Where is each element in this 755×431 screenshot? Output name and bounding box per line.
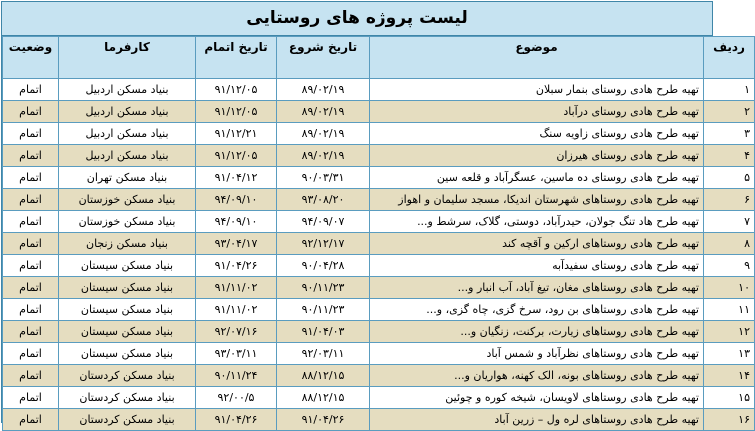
cell-status: اتمام	[3, 79, 59, 101]
cell-status: اتمام	[3, 101, 59, 123]
cell-end-date: ۹۳/۰۳/۱۱	[196, 343, 277, 365]
cell-subject: تهیه طرح هادی روستاهای نظرآباد و شمس آباد	[370, 343, 704, 365]
cell-employer: بنیاد مسکن سیستان	[59, 255, 196, 277]
cell-status: اتمام	[3, 167, 59, 189]
cell-status: اتمام	[3, 123, 59, 145]
table-row	[3, 189, 755, 211]
table-row	[3, 145, 755, 167]
cell-subject: تهیه طرح هادی روستاهای زیارت، برکنت، زنگیان و...	[370, 321, 704, 343]
cell-employer: بنیاد مسکن سیستان	[59, 321, 196, 343]
table-row	[3, 365, 755, 387]
cell-status: اتمام	[3, 343, 59, 365]
cell-row-number: ۱	[704, 79, 755, 101]
cell-employer: بنیاد مسکن زنجان	[59, 233, 196, 255]
cell-start-date: ۸۹/۰۲/۱۹	[277, 101, 370, 123]
cell-subject: تهیه طرح هادی روستاهای شهرستان اندیکا، مسجد سلیمان و اهواز	[370, 189, 704, 211]
cell-end-date: ۹۴/۰۹/۱۰	[196, 211, 277, 233]
cell-end-date: ۹۱/۰۴/۲۶	[196, 409, 277, 431]
cell-start-date: ۹۰/۱۱/۲۳	[277, 299, 370, 321]
cell-end-date: ۹۲/۰۰/۵	[196, 387, 277, 409]
cell-end-date: ۹۱/۱۲/۲۱	[196, 123, 277, 145]
header-end-date: تاریخ اتمام	[196, 37, 277, 79]
cell-row-number: ۱۱	[704, 299, 755, 321]
cell-end-date: ۹۲/۰۷/۱۶	[196, 321, 277, 343]
cell-employer: بنیاد مسکن سیستان	[59, 299, 196, 321]
table-row	[3, 101, 755, 123]
cell-start-date: ۸۹/۰۲/۱۹	[277, 145, 370, 167]
table-row	[3, 255, 755, 277]
cell-row-number: ۸	[704, 233, 755, 255]
table-header-row	[3, 37, 755, 79]
cell-start-date: ۸۸/۱۲/۱۵	[277, 387, 370, 409]
table-body	[3, 79, 755, 431]
cell-employer: بنیاد مسکن سیستان	[59, 343, 196, 365]
header-employer: کارفرما	[59, 37, 196, 79]
header-start-date: تاریخ شروع	[277, 37, 370, 79]
cell-end-date: ۹۱/۱۲/۰۵	[196, 145, 277, 167]
cell-end-date: ۹۱/۱۲/۰۵	[196, 101, 277, 123]
cell-end-date: ۹۰/۱۱/۲۴	[196, 365, 277, 387]
cell-end-date: ۹۱/۰۴/۱۲	[196, 167, 277, 189]
cell-status: اتمام	[3, 409, 59, 431]
cell-start-date: ۸۸/۱۲/۱۵	[277, 365, 370, 387]
table-row	[3, 277, 755, 299]
cell-start-date: ۹۱/۰۴/۰۳	[277, 321, 370, 343]
cell-start-date: ۹۳/۰۸/۲۰	[277, 189, 370, 211]
cell-status: اتمام	[3, 387, 59, 409]
cell-subject: تهیه طرح هادی روستای هیرزان	[370, 145, 704, 167]
cell-subject: تهیه طرح هادی روستاهای بونه، الک کهنه، هواریان و...	[370, 365, 704, 387]
cell-row-number: ۱۵	[704, 387, 755, 409]
cell-row-number: ۲	[704, 101, 755, 123]
cell-start-date: ۹۱/۰۴/۲۶	[277, 409, 370, 431]
cell-status: اتمام	[3, 211, 59, 233]
cell-subject: تهیه طرح هادی روستاهای بن رود، سرخ گزی، چاه گزی، و...	[370, 299, 704, 321]
cell-row-number: ۴	[704, 145, 755, 167]
header-subject: موضوع	[370, 37, 704, 79]
projects-sheet	[1, 1, 750, 426]
table-row	[3, 79, 755, 101]
cell-row-number: ۱۳	[704, 343, 755, 365]
cell-end-date: ۹۱/۱۱/۰۲	[196, 299, 277, 321]
cell-subject: تهیه طرح هادی روستای سفیدآبه	[370, 255, 704, 277]
cell-employer: بنیاد مسکن اردبیل	[59, 145, 196, 167]
cell-subject: تهیه طرح هادی روستاهای مغان، تیغ آباد، آب انبار و...	[370, 277, 704, 299]
cell-status: اتمام	[3, 299, 59, 321]
cell-start-date: ۹۰/۰۴/۲۸	[277, 255, 370, 277]
cell-row-number: ۷	[704, 211, 755, 233]
cell-start-date: ۹۲/۰۳/۱۱	[277, 343, 370, 365]
cell-status: اتمام	[3, 233, 59, 255]
cell-end-date: ۹۱/۱۲/۰۵	[196, 79, 277, 101]
table-row	[3, 343, 755, 365]
cell-status: اتمام	[3, 321, 59, 343]
cell-employer: بنیاد مسکن اردبیل	[59, 101, 196, 123]
cell-employer: بنیاد مسکن کردستان	[59, 409, 196, 431]
table-row	[3, 123, 755, 145]
table-row	[3, 233, 755, 255]
cell-end-date: ۹۳/۰۴/۱۷	[196, 233, 277, 255]
cell-employer: بنیاد مسکن اردبیل	[59, 79, 196, 101]
cell-employer: بنیاد مسکن اردبیل	[59, 123, 196, 145]
cell-status: اتمام	[3, 255, 59, 277]
cell-employer: بنیاد مسکن کردستان	[59, 387, 196, 409]
table-row	[3, 409, 755, 431]
cell-status: اتمام	[3, 189, 59, 211]
cell-end-date: ۹۱/۰۴/۲۶	[196, 255, 277, 277]
cell-subject: تهیه طرح هادی روستای بنمار سبلان	[370, 79, 704, 101]
cell-status: اتمام	[3, 145, 59, 167]
cell-subject: تهیه طرح هادی روستای ده ماسین، عسگرآباد و قلعه سین	[370, 167, 704, 189]
cell-start-date: ۸۹/۰۲/۱۹	[277, 123, 370, 145]
cell-employer: بنیاد مسکن سیستان	[59, 277, 196, 299]
cell-subject: تهیه طرح هادی روستای درآباد	[370, 101, 704, 123]
cell-employer: بنیاد مسکن تهران	[59, 167, 196, 189]
cell-start-date: ۹۴/۰۹/۰۷	[277, 211, 370, 233]
table-row	[3, 321, 755, 343]
cell-row-number: ۱۲	[704, 321, 755, 343]
cell-subject: تهیه طرح هاد تنگ جولان، حیدرآباد، دوستی، گلاک، سرشط و...	[370, 211, 704, 233]
cell-start-date: ۹۲/۱۲/۱۷	[277, 233, 370, 255]
table-row	[3, 299, 755, 321]
cell-row-number: ۵	[704, 167, 755, 189]
cell-row-number: ۶	[704, 189, 755, 211]
cell-subject: تهیه طرح هادی روستاهای لاویسان، شیخه کوره و چوئین	[370, 387, 704, 409]
cell-row-number: ۹	[704, 255, 755, 277]
cell-row-number: ۳	[704, 123, 755, 145]
cell-employer: بنیاد مسکن خوزستان	[59, 189, 196, 211]
cell-subject: تهیه طرح هادی روستای زاویه سنگ	[370, 123, 704, 145]
cell-end-date: ۹۱/۱۱/۰۲	[196, 277, 277, 299]
cell-start-date: ۹۰/۰۳/۳۱	[277, 167, 370, 189]
cell-employer: بنیاد مسکن کردستان	[59, 365, 196, 387]
cell-subject: تهیه طرح هادی روستاهای لره ول – زرین آباد	[370, 409, 704, 431]
cell-end-date: ۹۴/۰۹/۱۰	[196, 189, 277, 211]
cell-row-number: ۱۰	[704, 277, 755, 299]
cell-row-number: ۱۶	[704, 409, 755, 431]
projects-table	[2, 36, 755, 431]
cell-subject: تهیه طرح هادی روستاهای ارکین و آقچه کند	[370, 233, 704, 255]
cell-status: اتمام	[3, 365, 59, 387]
header-row-number: ردیف	[704, 37, 755, 79]
cell-start-date: ۸۹/۰۲/۱۹	[277, 79, 370, 101]
cell-row-number: ۱۴	[704, 365, 755, 387]
table-row	[3, 211, 755, 233]
table-row	[3, 387, 755, 409]
cell-employer: بنیاد مسکن خوزستان	[59, 211, 196, 233]
cell-status: اتمام	[3, 277, 59, 299]
cell-start-date: ۹۰/۱۱/۲۳	[277, 277, 370, 299]
header-status: وضعیت	[3, 37, 59, 79]
table-row	[3, 167, 755, 189]
page-title: لیست پروژه های روستایی	[2, 2, 712, 36]
